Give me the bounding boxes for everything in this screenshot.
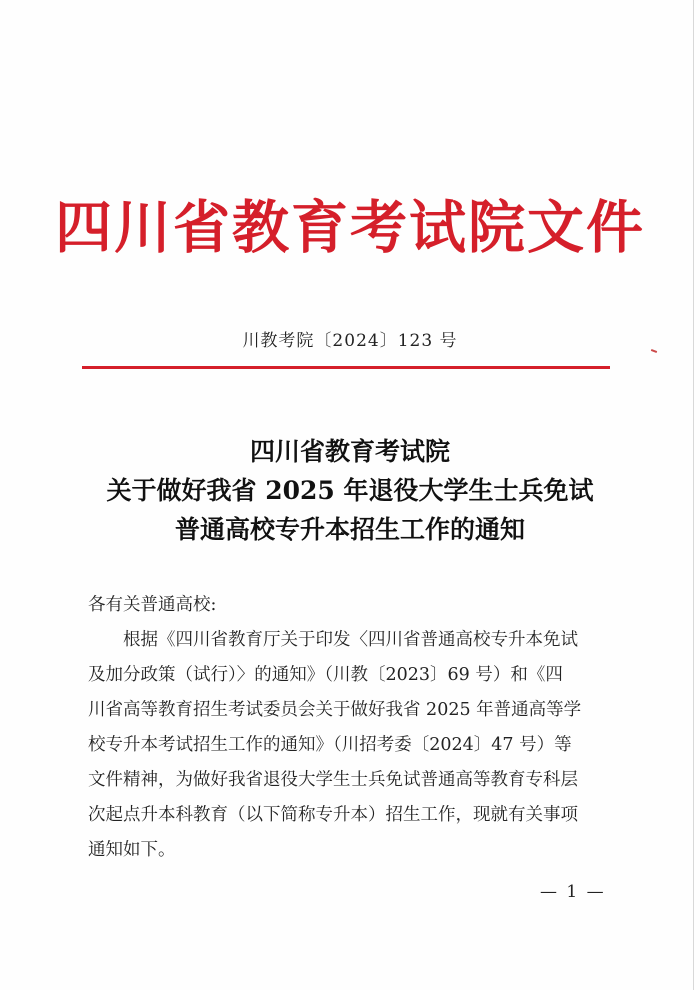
notice-title-line-3: 普通高校专升本招生工作的通知 [174, 515, 525, 544]
body-line: 川省高等教育招生考试委员会关于做好我省 2025 年普通高等学 [88, 700, 582, 720]
notice-title-line-1: 四川省教育考试院 [249, 437, 450, 466]
notice-title [0, 432, 700, 549]
salutation: 各有关普通高校: [88, 595, 217, 615]
red-separator-line [82, 366, 610, 369]
body-paragraph [88, 623, 616, 868]
issuer-header-title: 四川省教育考试院文件 [55, 195, 645, 261]
notice-title-line-2: 关于做好我省 2025 年退役大学生士兵免试 [106, 476, 594, 505]
body-line: 文件精神，为做好我省退役大学生士兵免试普通高等教育专科层 [88, 770, 578, 790]
notice-body [88, 588, 616, 868]
body-line: 次起点升本科教育（以下简称专升本）招生工作，现就有关事项 [88, 805, 578, 825]
body-line: 校专升本考试招生工作的通知》（川招考委〔2024〕47 号）等 [88, 735, 572, 755]
body-line: 通知如下。 [88, 840, 176, 860]
document-number: 川教考院〔2024〕123 号 [242, 331, 458, 351]
body-line: 根据《四川省教育厅关于印发〈四川省普通高校专升本免试 [123, 630, 578, 650]
page-number: — 1 — [540, 882, 606, 902]
body-line: 及加分政策（试行）〉的通知》（川教〔2023〕69 号）和《四 [88, 665, 563, 685]
